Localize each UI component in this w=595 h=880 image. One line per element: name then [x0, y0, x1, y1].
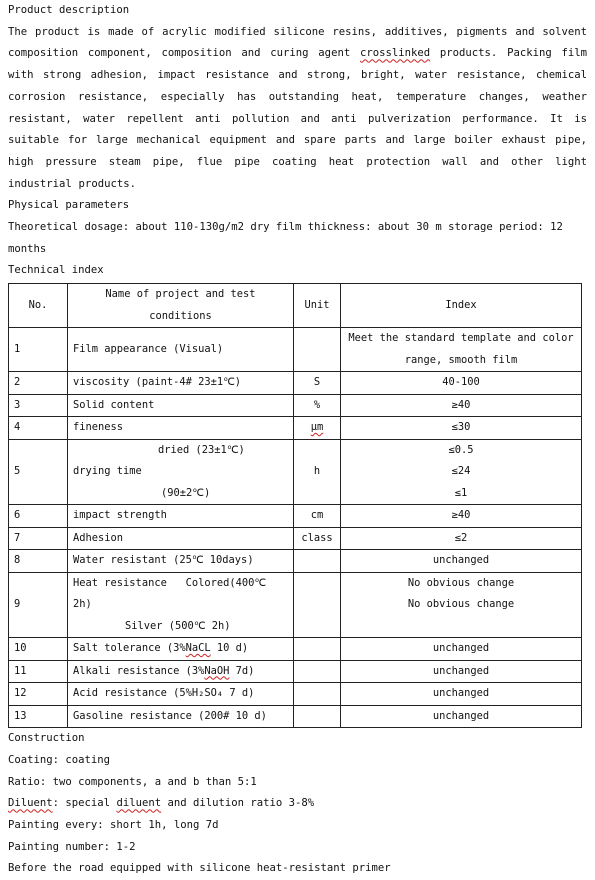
table-row [9, 705, 582, 728]
row-name: fineness [68, 417, 294, 440]
row-index-line: No obvious change [407, 598, 515, 611]
technical-index-table [8, 283, 582, 728]
table-row [9, 439, 582, 505]
row-name: Adhesion [68, 527, 294, 550]
table-header-row [9, 284, 582, 328]
row-name [68, 572, 294, 638]
row-no: 6 [9, 505, 68, 528]
row-name-line: (90±2℃) [161, 486, 211, 499]
row-index: unchanged [341, 660, 582, 683]
row-name: Acid resistance (5%H₂SO₄ 7 d) [68, 683, 294, 706]
row-no: 8 [9, 550, 68, 573]
table-row [9, 527, 582, 550]
construction-coating: Coating: coating [8, 753, 111, 766]
table-row [9, 394, 582, 417]
table-row [9, 328, 582, 372]
row-name [68, 638, 294, 661]
row-unit [294, 705, 341, 728]
row-name-part: 7d) [229, 664, 255, 677]
row-index: ≤2 [341, 527, 582, 550]
row-name: impact strength [68, 505, 294, 528]
construction-ratio: Ratio: two components, a and b than 5:1 [8, 775, 257, 788]
row-name-spellcheck: NaOH [204, 664, 230, 677]
heading-construction: Construction [8, 732, 85, 745]
row-index: ≤30 [341, 417, 582, 440]
row-unit: class [294, 527, 341, 550]
row-name-line: Heat resistance Colored(400℃ 2h) [73, 576, 273, 611]
diluent-text: : special [52, 797, 117, 810]
desc-text-1: The product is made of acrylic modified silicone resins, additives, pigments and solvent composition component, composition and curing agent [8, 25, 587, 60]
row-index-line: No obvious change [407, 576, 515, 589]
row-name-part: 10 d) [210, 642, 249, 655]
row-no: 5 [9, 439, 68, 505]
table-row [9, 638, 582, 661]
row-unit [294, 683, 341, 706]
row-name: Water resistant (25℃ 10days) [68, 550, 294, 573]
row-name-part: Alkali resistance (3% [73, 664, 205, 677]
row-no: 13 [9, 705, 68, 728]
row-index: unchanged [341, 638, 582, 661]
row-index: 40-100 [341, 372, 582, 395]
row-index [341, 439, 582, 505]
row-index: Meet the standard template and color range, smooth film [341, 328, 582, 372]
construction-diluent [8, 793, 587, 815]
row-no: 12 [9, 683, 68, 706]
row-no: 9 [9, 572, 68, 638]
row-unit [294, 328, 341, 372]
row-index-line: ≤1 [454, 486, 468, 499]
header-unit: Unit [294, 284, 341, 328]
physical-parameters-text: Theoretical dosage: about 110-130g/m2 dry film thickness: about 30 m storage period: 12 months [8, 221, 563, 255]
row-name [68, 660, 294, 683]
table-row [9, 417, 582, 440]
row-name-spellcheck: NaCL [185, 642, 211, 655]
row-name: viscosity (paint-4# 23±1℃) [68, 372, 294, 395]
row-index-line: ≤0.5 [448, 443, 474, 456]
row-unit [294, 660, 341, 683]
construction-primer: Before the road equipped with silicone heat-resistant primer [8, 862, 391, 875]
row-no: 10 [9, 638, 68, 661]
row-name [68, 439, 294, 505]
row-name-line: drying time [73, 465, 142, 478]
row-unit [294, 550, 341, 573]
heading-technical-index: Technical index [8, 264, 104, 277]
table-row [9, 660, 582, 683]
row-index-line: ≤24 [451, 465, 471, 478]
desc-spellcheck-word: crosslinked [359, 47, 431, 60]
row-name: Solid content [68, 394, 294, 417]
row-no: 1 [9, 328, 68, 372]
header-index: Index [341, 284, 582, 328]
row-index: ≥40 [341, 394, 582, 417]
desc-text-2: products. Packing film with strong adhesion, impact resistance and strong, bright, water resistance, chemical corrosion resistance, especially has outstanding heat, temperature changes, weather resistant, water repellent anti pollution and anti pulverization performance. It is suitable for large mechanical equipment and spare parts and large boiler exhaust pipe, high pressure steam pipe, flue pipe coating heat protection wall and other light industrial products. [8, 47, 587, 190]
header-name: Name of project and test conditions [68, 284, 294, 328]
header-no: No. [9, 284, 68, 328]
row-no: 2 [9, 372, 68, 395]
row-unit: S [294, 372, 341, 395]
row-unit: μm [310, 421, 324, 434]
diluent-spellcheck-word: diluent [116, 797, 162, 810]
table-row [9, 505, 582, 528]
row-name-part: Salt tolerance (3% [73, 642, 186, 655]
row-no: 11 [9, 660, 68, 683]
table-row [9, 550, 582, 573]
row-index: unchanged [341, 705, 582, 728]
table-row [9, 572, 582, 638]
row-name-line: Silver (500℃ 2h) [125, 619, 231, 632]
construction-number: Painting number: 1-2 [8, 840, 136, 853]
row-no: 3 [9, 394, 68, 417]
table-row [9, 372, 582, 395]
row-unit [294, 638, 341, 661]
heading-product-description: Product description [8, 4, 130, 16]
table-row [9, 683, 582, 706]
row-unit: cm [294, 505, 341, 528]
diluent-label: Diluent [8, 797, 53, 810]
row-unit: h [294, 439, 341, 505]
row-index: unchanged [341, 683, 582, 706]
row-unit [294, 572, 341, 638]
row-unit: % [294, 394, 341, 417]
row-name: Film appearance (Visual) [68, 328, 294, 372]
product-description-text [8, 22, 587, 196]
diluent-tail: and dilution ratio 3-8% [161, 797, 315, 810]
construction-interval: Painting every: short 1h, long 7d [8, 818, 219, 831]
row-index: unchanged [341, 550, 582, 573]
row-name: Gasoline resistance (200# 10 d) [68, 705, 294, 728]
row-no: 4 [9, 417, 68, 440]
row-index: ≥40 [341, 505, 582, 528]
heading-physical-parameters: Physical parameters [8, 199, 130, 212]
row-name-line: dried (23±1℃) [158, 443, 245, 456]
row-no: 7 [9, 527, 68, 550]
row-index [341, 572, 582, 638]
